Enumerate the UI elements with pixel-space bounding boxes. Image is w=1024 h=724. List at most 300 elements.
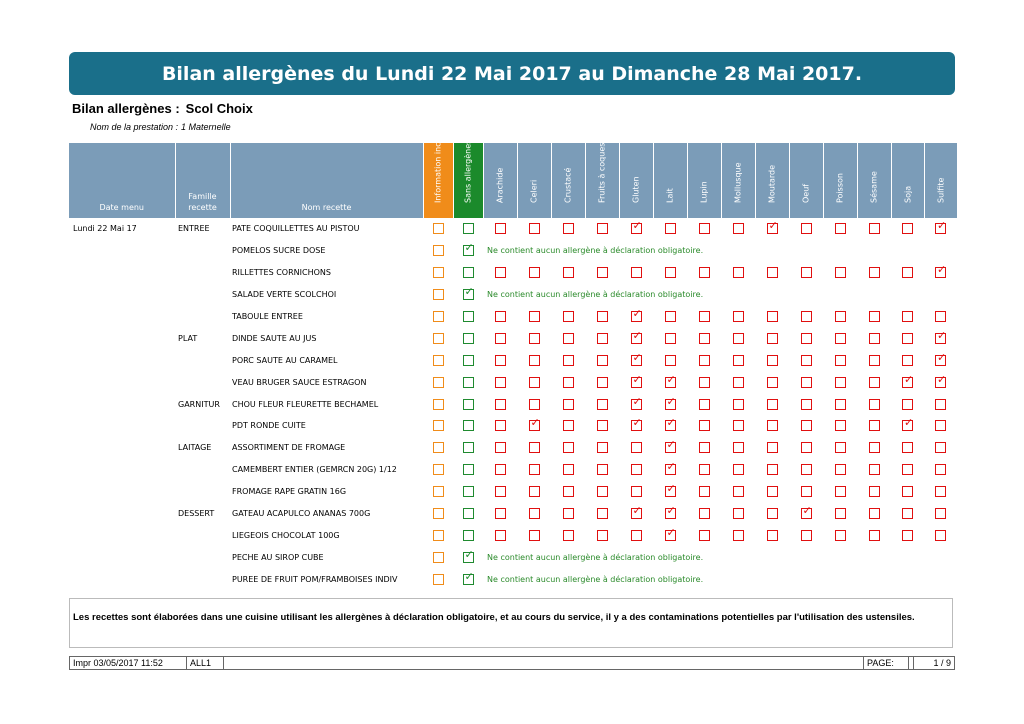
- allergen-checkbox: [495, 486, 506, 497]
- cell-allergen: [924, 481, 957, 503]
- info-incomplete-checkbox: [433, 574, 444, 585]
- row-date: [69, 459, 175, 481]
- cell-allergen: [687, 349, 721, 371]
- cell-allergen: [517, 306, 551, 328]
- check-mark-icon: ✓: [666, 460, 676, 474]
- cell-allergen: [789, 371, 823, 393]
- cell-allergen: [619, 415, 653, 437]
- allergen-checkbox: [699, 508, 710, 519]
- header-allergen-label: Lupin: [699, 181, 709, 203]
- no-allergen-message: Ne contient aucun allergène à déclaration obligatoire.: [487, 246, 704, 256]
- cell-allergen: [721, 503, 755, 525]
- allergen-checkbox: [495, 223, 506, 234]
- allergen-checkbox: [801, 333, 812, 344]
- cell-sans-allergenes: [453, 371, 483, 393]
- prestation-line: [90, 122, 234, 132]
- cell-allergen: [857, 371, 891, 393]
- allergen-checkbox: [563, 530, 574, 541]
- cell-allergen: [924, 459, 957, 481]
- cell-allergen: [687, 415, 721, 437]
- allergen-checkbox: [699, 530, 710, 541]
- check-mark-icon: ✓: [632, 219, 642, 233]
- cell-info-incomplete: [423, 503, 453, 525]
- cell-allergen: [585, 218, 619, 240]
- cell-allergen: [721, 306, 755, 328]
- check-mark-icon: ✓: [464, 547, 474, 561]
- info-incomplete-checkbox: [433, 377, 444, 388]
- cell-allergen: [789, 393, 823, 415]
- cell-allergen: [721, 327, 755, 349]
- allergen-checkbox: [665, 525, 676, 541]
- cell-allergen: [653, 218, 687, 240]
- cell-allergen: [619, 218, 653, 240]
- allergen-checkbox: [597, 530, 608, 541]
- allergen-checkbox: [767, 508, 778, 519]
- allergen-checkbox: [801, 420, 812, 431]
- cell-allergen: [721, 459, 755, 481]
- row-recette: GATEAU ACAPULCO ANANAS 700G: [232, 509, 371, 519]
- table-row: [69, 415, 957, 437]
- allergen-checkbox: [767, 464, 778, 475]
- cell-allergen: [924, 306, 957, 328]
- allergen-checkbox: [902, 416, 914, 431]
- table-row: [69, 568, 957, 590]
- cell-allergen: [619, 524, 653, 546]
- cell-allergen: [823, 481, 857, 503]
- allergen-checkbox: [665, 311, 676, 322]
- cell-info-incomplete: [423, 481, 453, 503]
- allergen-checkbox: [529, 464, 540, 475]
- cell-allergen: [891, 349, 924, 371]
- allergen-checkbox: [835, 267, 846, 278]
- row-famille: ENTREE: [178, 224, 210, 234]
- allergen-checkbox: [495, 464, 506, 475]
- info-incomplete-checkbox: [433, 267, 444, 278]
- allergen-checkbox: [597, 223, 608, 234]
- prestation-label: Nom de la prestation :: [90, 122, 179, 132]
- cell-allergen: [755, 524, 789, 546]
- allergen-checkbox: [801, 486, 812, 497]
- cell-allergen: [789, 327, 823, 349]
- allergen-checkbox: [495, 311, 506, 322]
- allergen-checkbox: [733, 355, 744, 366]
- allergen-checkbox: [869, 267, 880, 278]
- table-row: [69, 459, 957, 481]
- info-incomplete-checkbox: [433, 289, 444, 300]
- allergen-checkbox: [699, 464, 710, 475]
- allergen-checkbox: [529, 223, 540, 234]
- footer-spacer: [224, 657, 864, 669]
- cell-allergen: [891, 459, 924, 481]
- cell-allergen: [823, 218, 857, 240]
- allergen-checkbox: [935, 420, 946, 431]
- cell-allergen: [721, 349, 755, 371]
- cell-allergen: [517, 393, 551, 415]
- cell-info-incomplete: [423, 459, 453, 481]
- allergen-checkbox: [869, 486, 880, 497]
- cell-allergen: [517, 262, 551, 284]
- row-recette: CHOU FLEUR FLEURETTE BECHAMEL: [232, 399, 379, 409]
- allergen-checkbox: [935, 442, 946, 453]
- table-row: [69, 393, 957, 415]
- allergen-checkbox: [801, 530, 812, 541]
- header-allergen: [721, 143, 755, 218]
- cell-allergen: [585, 415, 619, 437]
- report-title-banner: [69, 52, 955, 95]
- cell-allergen: [483, 349, 517, 371]
- row-famille: DESSERT: [178, 509, 215, 519]
- row-recette: SALADE VERTE SCOLCHOI: [232, 290, 337, 300]
- check-mark-icon: ✓: [464, 285, 474, 299]
- cell-info-incomplete: [423, 240, 453, 262]
- allergen-checkbox: [699, 267, 710, 278]
- cell-allergen: [585, 349, 619, 371]
- cell-allergen: [517, 349, 551, 371]
- cell-allergen: [891, 327, 924, 349]
- row-date: [69, 524, 175, 546]
- cell-allergen: [857, 524, 891, 546]
- cell-allergen: [721, 437, 755, 459]
- cell-allergen: [789, 524, 823, 546]
- sans-allergenes-checkbox: [463, 333, 474, 344]
- row-famille: [175, 459, 230, 481]
- cell-allergen: [891, 393, 924, 415]
- check-mark-icon: ✓: [530, 416, 540, 430]
- cell-allergen: [653, 524, 687, 546]
- allergen-checkbox: [699, 486, 710, 497]
- cell-sans-allergenes: [453, 240, 483, 262]
- cell-allergen: [687, 262, 721, 284]
- cell-allergen: [721, 218, 755, 240]
- row-date: [69, 349, 175, 371]
- cell-allergen: [789, 218, 823, 240]
- cell-info-incomplete: [423, 306, 453, 328]
- cell-info-incomplete: [423, 262, 453, 284]
- cell-allergen: [517, 524, 551, 546]
- cell-allergen: [857, 218, 891, 240]
- cell-sans-allergenes: [453, 546, 483, 568]
- row-recette: FROMAGE RAPE GRATIN 16G: [232, 487, 347, 497]
- info-incomplete-checkbox: [433, 333, 444, 344]
- allergen-checkbox: [835, 508, 846, 519]
- row-recette: POMELOS SUCRE DOSE: [232, 246, 326, 256]
- cell-allergen: [619, 503, 653, 525]
- cell-allergen: [823, 371, 857, 393]
- cell-allergen: [517, 459, 551, 481]
- cell-allergen: [483, 327, 517, 349]
- check-mark-icon: ✓: [666, 525, 676, 539]
- check-mark-icon: ✓: [632, 328, 642, 342]
- cell-allergen: [551, 306, 585, 328]
- allergen-checkbox: [902, 311, 913, 322]
- allergen-checkbox: [733, 333, 744, 344]
- row-date: [69, 240, 175, 262]
- allergen-checkbox: [733, 530, 744, 541]
- allergen-checkbox: [869, 399, 880, 410]
- cell-allergen: [483, 437, 517, 459]
- allergen-checkbox: [801, 399, 812, 410]
- footer-print-date: Impr 03/05/2017 11:52: [70, 657, 187, 669]
- cell-allergen: [551, 218, 585, 240]
- header-allergen: [551, 143, 585, 218]
- header-allergen: [517, 143, 551, 218]
- allergen-checkbox: [835, 399, 846, 410]
- cell-allergen: [687, 327, 721, 349]
- cell-allergen: [789, 503, 823, 525]
- cell-allergen: [551, 262, 585, 284]
- allergen-checkbox: [529, 399, 540, 410]
- allergen-checkbox: [631, 267, 642, 278]
- allergen-checkbox: [631, 530, 642, 541]
- check-mark-icon: ✓: [904, 416, 914, 430]
- cell-allergen: [687, 459, 721, 481]
- cell-allergen: [755, 371, 789, 393]
- row-recette: PDT RONDE CUITE: [232, 421, 306, 431]
- allergen-checkbox: [597, 508, 608, 519]
- sans-allergenes-checkbox: [463, 547, 474, 563]
- info-incomplete-checkbox: [433, 530, 444, 541]
- allergen-checkbox: [495, 399, 506, 410]
- cell-allergen: [924, 218, 957, 240]
- allergen-checkbox: [563, 267, 574, 278]
- cell-allergen: [789, 437, 823, 459]
- check-mark-icon: ✓: [632, 372, 642, 386]
- allergen-checkbox: [597, 486, 608, 497]
- table-row: [69, 327, 957, 349]
- cell-info-incomplete: [423, 218, 453, 240]
- footer-page-label: PAGE:: [864, 657, 909, 669]
- cell-allergen: [551, 327, 585, 349]
- cell-allergen: [653, 393, 687, 415]
- row-date: [69, 284, 175, 306]
- check-mark-icon: ✓: [666, 482, 676, 496]
- allergen-checkbox: [801, 267, 812, 278]
- cell-allergen: [517, 503, 551, 525]
- header-allergen-label: Soja: [903, 185, 912, 203]
- cell-allergen: [517, 415, 551, 437]
- allergen-checkbox: [529, 442, 540, 453]
- allergen-checkbox: [563, 223, 574, 234]
- cell-allergen: [721, 393, 755, 415]
- check-mark-icon: ✓: [632, 307, 642, 320]
- allergen-checkbox: [733, 377, 744, 388]
- allergen-checkbox: [563, 355, 574, 366]
- cell-allergen: [483, 393, 517, 415]
- allergen-checkbox: [767, 219, 778, 234]
- cell-allergen: [653, 481, 687, 503]
- cell-allergen: [924, 393, 957, 415]
- no-allergen-message: Ne contient aucun allergène à déclaration obligatoire.: [487, 574, 704, 584]
- allergen-checkbox: [801, 442, 812, 453]
- row-famille: [175, 262, 230, 284]
- allergen-checkbox: [935, 486, 946, 497]
- contamination-note: Les recettes sont élaborées dans une cuisine utilisant les allergènes à déclaration obligatoire, et au cours du service, il y a des contaminations potentielles par l'utilisation des ustensiles.: [69, 598, 953, 648]
- header-allergen-label: Gluten: [631, 176, 641, 203]
- allergen-checkbox: [902, 333, 913, 344]
- cell-allergen: [517, 218, 551, 240]
- allergen-checkbox: [699, 377, 710, 388]
- header-info-label: Information incomplète: [433, 109, 443, 203]
- cell-allergen: [483, 371, 517, 393]
- cell-allergen: [721, 371, 755, 393]
- cell-allergen: [551, 481, 585, 503]
- cell-allergen: [823, 349, 857, 371]
- cell-allergen: [585, 327, 619, 349]
- cell-allergen: [924, 524, 957, 546]
- allergen-checkbox: [665, 372, 676, 388]
- allergen-checkbox: [665, 482, 676, 497]
- allergen-checkbox: [631, 416, 642, 431]
- allergen-checkbox: [733, 442, 744, 453]
- allergen-checkbox: [935, 508, 946, 519]
- cell-info-incomplete: [423, 568, 453, 590]
- cell-allergen: [483, 306, 517, 328]
- row-date: [69, 481, 175, 503]
- cell-sans-allergenes: [453, 481, 483, 503]
- header-allergen: [924, 143, 957, 218]
- allergen-checkbox: [563, 333, 574, 344]
- cell-allergen: [823, 415, 857, 437]
- allergen-checkbox: [631, 350, 642, 366]
- cell-sans-allergenes: [453, 327, 483, 349]
- cell-allergen: [517, 481, 551, 503]
- check-mark-icon: ✓: [632, 416, 642, 430]
- allergen-checkbox: [935, 464, 946, 475]
- cell-allergen: [619, 459, 653, 481]
- cell-allergen: [483, 503, 517, 525]
- table-row: [69, 503, 957, 525]
- sans-allergenes-checkbox: [463, 377, 474, 388]
- allergen-checkbox: [631, 504, 642, 519]
- cell-allergen: [619, 262, 653, 284]
- header-date: Date menu: [69, 143, 175, 218]
- cell-allergen: [585, 503, 619, 525]
- cell-info-incomplete: [423, 437, 453, 459]
- allergen-checkbox: [733, 399, 744, 410]
- cell-allergen: [653, 437, 687, 459]
- header-allergen: [687, 143, 721, 218]
- allergen-checkbox: [835, 333, 846, 344]
- cell-allergen: [619, 437, 653, 459]
- info-incomplete-checkbox: [433, 245, 444, 256]
- cell-allergen: [755, 503, 789, 525]
- allergen-checkbox: [767, 355, 778, 366]
- allergen-checkbox: [563, 420, 574, 431]
- cell-allergen: [483, 262, 517, 284]
- row-recette: ASSORTIMENT DE FROMAGE: [232, 443, 346, 453]
- header-allergen: [857, 143, 891, 218]
- check-mark-icon: ✓: [768, 219, 778, 233]
- check-mark-icon: ✓: [937, 350, 947, 364]
- table-row: [69, 240, 957, 262]
- row-date: [69, 327, 175, 349]
- allergen-checkbox: [631, 219, 642, 234]
- allergen-checkbox: [665, 333, 676, 344]
- allergen-checkbox: [767, 377, 778, 388]
- cell-allergen: [789, 349, 823, 371]
- cell-allergen: [653, 327, 687, 349]
- cell-allergen: [585, 437, 619, 459]
- print-footer: [69, 656, 955, 670]
- cell-allergen: [687, 437, 721, 459]
- cell-allergen: [585, 393, 619, 415]
- header-recette: Nom recette: [230, 143, 423, 218]
- allergen-checkbox: [597, 399, 608, 410]
- allergen-checkbox: [597, 377, 608, 388]
- cell-allergen: [687, 306, 721, 328]
- check-mark-icon: ✓: [632, 394, 642, 408]
- allergen-checkbox: [935, 530, 946, 541]
- row-recette: PECHE AU SIROP CUBE: [232, 552, 324, 562]
- row-recette: TABOULE ENTREE: [232, 312, 303, 321]
- table-row: [69, 349, 957, 371]
- cell-allergen: [823, 262, 857, 284]
- check-mark-icon: ✓: [666, 394, 676, 408]
- check-mark-icon: ✓: [937, 263, 947, 277]
- cell-allergen: [551, 415, 585, 437]
- cell-sans-allergenes: [453, 218, 483, 240]
- allergen-checkbox: [631, 307, 642, 322]
- footer-page-value: 1 / 9: [933, 658, 951, 668]
- cell-allergen: [823, 459, 857, 481]
- sans-allergenes-checkbox: [463, 267, 474, 278]
- cell-allergen: [721, 481, 755, 503]
- sans-allergenes-checkbox: [463, 569, 474, 585]
- allergen-checkbox: [935, 350, 947, 366]
- row-date: [69, 503, 175, 525]
- allergen-checkbox: [902, 486, 913, 497]
- cell-allergen: [755, 393, 789, 415]
- cell-sans-allergenes: [453, 568, 483, 590]
- allergen-checkbox: [665, 460, 676, 475]
- allergen-checkbox: [767, 399, 778, 410]
- cell-sans-allergenes: [453, 524, 483, 546]
- allergen-checkbox: [902, 508, 913, 519]
- cell-sans-allergenes: [453, 437, 483, 459]
- header-allergen: [891, 143, 924, 218]
- allergen-checkbox: [835, 420, 846, 431]
- cell-allergen: [551, 349, 585, 371]
- allergen-checkbox: [767, 333, 778, 344]
- allergen-checkbox: [529, 333, 540, 344]
- table-row: [69, 481, 957, 503]
- cell-allergen: [857, 349, 891, 371]
- allergen-checkbox: [869, 311, 880, 322]
- allergen-checkbox: [835, 377, 846, 388]
- row-famille: [175, 568, 230, 590]
- sans-allergenes-checkbox: [463, 241, 474, 256]
- allergen-checkbox: [767, 442, 778, 453]
- report-title: Bilan allergènes du Lundi 22 Mai 2017 au Dimanche 28 Mai 2017.: [161, 62, 863, 85]
- cell-allergen: [924, 349, 957, 371]
- cell-allergen: [857, 327, 891, 349]
- table-row: [69, 371, 957, 393]
- cell-allergen: [924, 262, 957, 284]
- cell-allergen: [857, 481, 891, 503]
- allergen-checkbox: [631, 394, 642, 410]
- allergen-checkbox: [665, 267, 676, 278]
- cell-allergen: [755, 306, 789, 328]
- allergen-checkbox: [733, 486, 744, 497]
- allergen-checkbox: [563, 399, 574, 410]
- cell-allergen: [653, 262, 687, 284]
- cell-allergen: [585, 459, 619, 481]
- row-recette: PUREE DE FRUIT POM/FRAMBOISES INDIV: [232, 574, 398, 584]
- cell-allergen: [687, 393, 721, 415]
- row-date: [69, 568, 175, 590]
- check-mark-icon: ✓: [937, 328, 947, 342]
- table-row: [69, 524, 957, 546]
